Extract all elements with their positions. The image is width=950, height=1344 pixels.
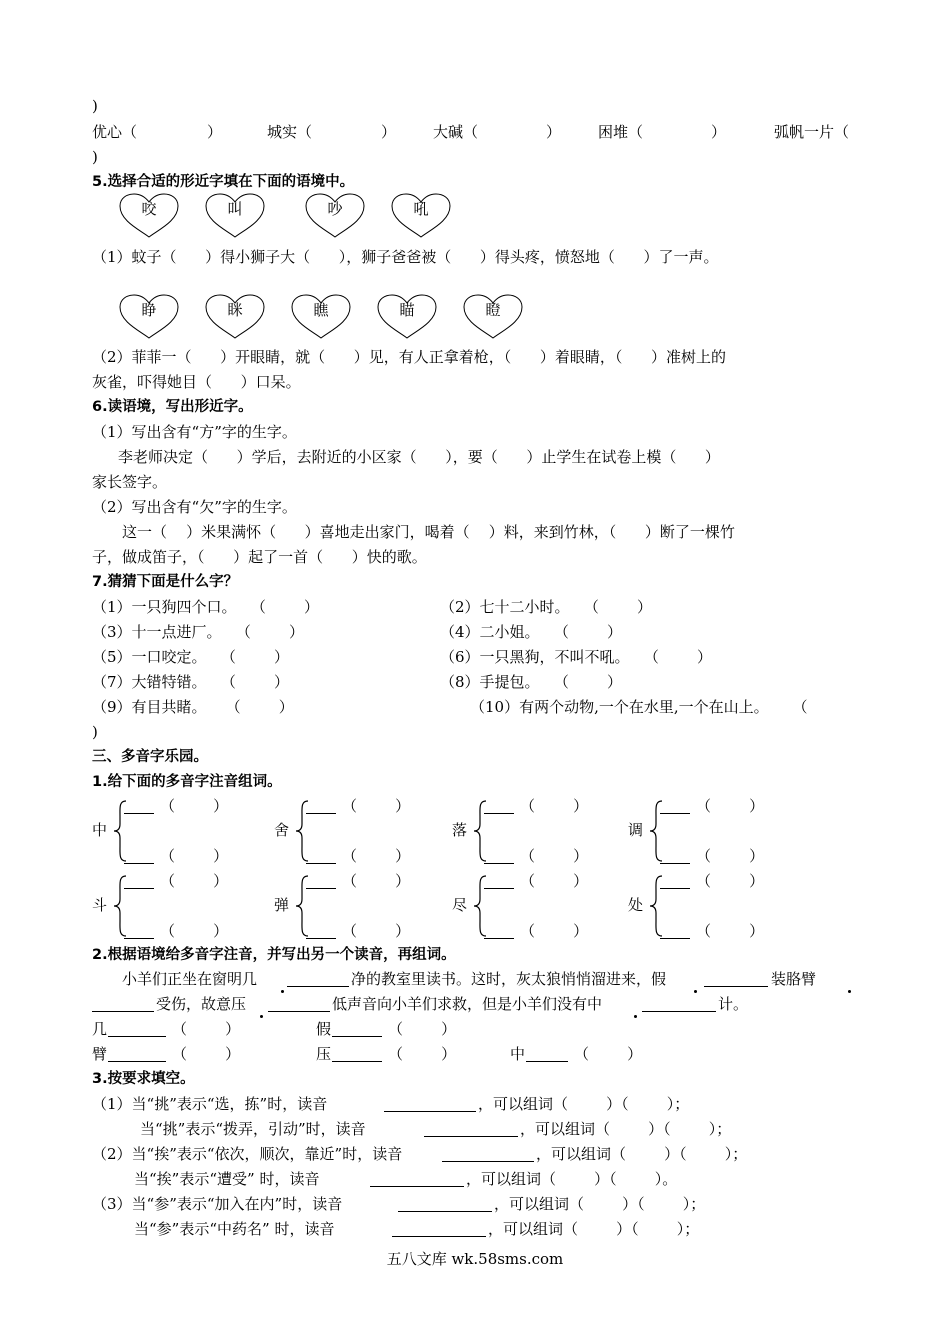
- blank-line[interactable]: [332, 1019, 382, 1037]
- heart-char: 咬: [141, 200, 157, 218]
- blank-line[interactable]: [287, 969, 349, 987]
- heart-char: 眯: [227, 301, 243, 319]
- heart-card: [118, 193, 180, 239]
- emphasis-dot: [260, 1015, 263, 1018]
- q2-answer-slot: （ ）: [172, 1045, 241, 1063]
- word-item: 困堆（: [598, 123, 644, 141]
- word-slot[interactable]: （ ）: [342, 797, 411, 815]
- pinyin-blank[interactable]: [306, 796, 336, 814]
- q3-text: （1）当“挑”表示“选，拣”时，读音: [92, 1095, 328, 1113]
- heart-card: [204, 193, 266, 239]
- pinyin-blank[interactable]: [124, 921, 154, 939]
- close-paren: ): [92, 97, 98, 115]
- heart-char: 瞄: [399, 301, 415, 319]
- blank-line[interactable]: [384, 1094, 476, 1112]
- blank-line[interactable]: [704, 969, 768, 987]
- emphasis-dot: [281, 990, 284, 993]
- q3-text: （2）当“挨”表示“依次，顺次，靠近”时，读音: [92, 1145, 403, 1163]
- polyphone-char: 尽: [452, 896, 468, 914]
- q7-title: 7.猜猜下面是什么字？: [92, 574, 239, 590]
- riddle-item: （9）有目共睹。 （ ）: [92, 698, 294, 716]
- close-paren: ): [92, 148, 98, 166]
- word-slot[interactable]: （ ）: [160, 872, 229, 890]
- blank-line[interactable]: [268, 994, 330, 1012]
- q3-text: 当“挨”表示“遭受” 时，读音: [134, 1170, 320, 1188]
- word-item: 大碱（: [433, 123, 479, 141]
- word-item: 城实（: [267, 123, 313, 141]
- word-slot[interactable]: （ ）: [696, 922, 765, 940]
- word-item: ）: [381, 123, 397, 141]
- emphasis-dot: [848, 990, 851, 993]
- word-slot[interactable]: （ ）: [342, 847, 411, 865]
- q2-text: 小羊们正坐在窗明几: [122, 970, 258, 988]
- q3-text: 当“挑”表示“拨弄，引动”时，读音: [140, 1120, 366, 1138]
- polyphone-char: 斗: [92, 896, 108, 914]
- s3-q2-title: 2.根据语境给多音字注音，并写出另一个读音，再组词。: [92, 947, 456, 963]
- polyphone-char: 调: [628, 821, 644, 839]
- word-slot[interactable]: （ ）: [160, 922, 229, 940]
- polyphone-char: 处: [628, 896, 644, 914]
- heart-char: 瞪: [485, 301, 501, 319]
- q6-part2-title: （2）写出含有“欠”字的生字。: [92, 498, 297, 516]
- q3-text: ，可以组词（ ）（ ）。: [466, 1170, 678, 1188]
- q2-text: 净的教室里读书。这时，灰太狼悄悄溜进来，假: [351, 970, 667, 988]
- word-slot[interactable]: （ ）: [342, 872, 411, 890]
- q2-answer-slot: （ ）: [172, 1020, 241, 1038]
- riddle-item: （7）大错特错。 （ ）: [92, 673, 289, 691]
- blank-line[interactable]: [332, 1044, 382, 1062]
- q3-text: （3）当“参”表示“加入在内”时，读音: [92, 1195, 343, 1213]
- word-slot[interactable]: （ ）: [342, 922, 411, 940]
- q2-answer-slot: （ ）: [388, 1045, 457, 1063]
- emphasis-dot: [634, 1015, 637, 1018]
- pinyin-blank[interactable]: [306, 921, 336, 939]
- q2-char-label: 压: [316, 1045, 332, 1063]
- q3-text: ，可以组词（ ）（ ）；: [494, 1195, 706, 1213]
- blank-line[interactable]: [108, 1044, 166, 1062]
- blank-line[interactable]: [424, 1119, 518, 1137]
- q2-answer-slot: （ ）: [574, 1045, 643, 1063]
- close-paren: ): [92, 723, 98, 741]
- pinyin-blank[interactable]: [484, 846, 514, 864]
- q2-answer-slot: （ ）: [388, 1020, 457, 1038]
- word-item: 优心（: [92, 123, 138, 141]
- word-item: 弧帆一片（: [774, 123, 850, 141]
- q5-sentence-2: （2）菲菲一（ ）开眼睛，就（ ）见，有人正拿着枪，（ ）着眼睛，（ ）准树上的: [92, 348, 726, 366]
- emphasis-dot: [694, 990, 697, 993]
- blank-line[interactable]: [526, 1044, 568, 1062]
- q6-part1-text: 李老师决定（ ）学后，去附近的小区家（ ），要（ ）止学生在试卷上模（ ）: [118, 448, 720, 466]
- q3-text: ，可以组词（ ）（ ）；: [536, 1145, 748, 1163]
- word-slot[interactable]: （ ）: [160, 847, 229, 865]
- q5-sentence-1: （1）蚊子（ ）得小狮子大（ ），狮子爸爸被（ ）得头疼，愤怒地（ ）了一声。: [92, 248, 719, 266]
- word-slot[interactable]: （ ）: [696, 872, 765, 890]
- riddle-item: （2）七十二小时。 （ ）: [440, 598, 652, 616]
- word-slot[interactable]: （ ）: [520, 872, 589, 890]
- pinyin-blank[interactable]: [306, 871, 336, 889]
- riddle-item: （10）有两个动物,一个在水里,一个在山上。 （: [470, 698, 808, 716]
- word-slot[interactable]: （ ）: [696, 797, 765, 815]
- heart-char: 瞧: [313, 301, 329, 319]
- pinyin-blank[interactable]: [124, 796, 154, 814]
- riddle-item: （5）一口咬定。 （ ）: [92, 648, 289, 666]
- polyphone-char: 弹: [274, 896, 290, 914]
- heart-char: 吵: [327, 200, 343, 218]
- riddle-item: （3）十一点进厂。 （ ）: [92, 623, 304, 641]
- riddle-item: （1）一只狗四个口。 （ ）: [92, 598, 319, 616]
- blank-line[interactable]: [442, 1144, 534, 1162]
- pinyin-blank[interactable]: [124, 871, 154, 889]
- q6-part1-text-cont: 家长签字。: [92, 473, 168, 491]
- q3-text: ，可以组词（ ）（ ）；: [488, 1220, 700, 1238]
- pinyin-blank[interactable]: [484, 921, 514, 939]
- word-slot[interactable]: （ ）: [520, 922, 589, 940]
- blank-line[interactable]: [392, 1219, 486, 1237]
- q2-char-label: 中: [510, 1045, 526, 1063]
- blank-line[interactable]: [370, 1169, 464, 1187]
- blank-line[interactable]: [92, 994, 154, 1012]
- polyphone-char: 落: [452, 821, 468, 839]
- polyphone-char: 中: [92, 821, 108, 839]
- pinyin-blank[interactable]: [660, 796, 690, 814]
- riddle-item: （4）二小姐。 （ ）: [440, 623, 622, 641]
- heart-card: [390, 193, 452, 239]
- footer-watermark: 五八文库 wk.58sms.com: [386, 1250, 564, 1268]
- q3-text: 当“参”表示“中药名” 时，读音: [134, 1220, 335, 1238]
- q2-char-label: 几: [92, 1020, 108, 1038]
- polyphone-char: 舍: [274, 821, 290, 839]
- s3-q1-title: 1.给下面的多音字注音组词。: [92, 774, 282, 790]
- s3-q3-title: 3.按要求填空。: [92, 1071, 195, 1087]
- pinyin-blank[interactable]: [660, 871, 690, 889]
- heart-card: [462, 294, 524, 340]
- q2-char-label: 臂: [92, 1045, 108, 1063]
- heart-card: [376, 294, 438, 340]
- heart-card: [290, 294, 352, 340]
- word-slot[interactable]: （ ）: [160, 797, 229, 815]
- q3-text: ，可以组词（ ）（ ）；: [520, 1120, 732, 1138]
- q2-text: 装胳臂: [771, 970, 817, 988]
- section-3-title: 三、多音字乐园。: [92, 749, 208, 765]
- heart-card: [304, 193, 366, 239]
- blank-line[interactable]: [642, 994, 716, 1012]
- pinyin-blank[interactable]: [306, 846, 336, 864]
- word-slot[interactable]: （ ）: [520, 797, 589, 815]
- pinyin-blank[interactable]: [484, 796, 514, 814]
- heart-card: [204, 294, 266, 340]
- word-slot[interactable]: （ ）: [696, 847, 765, 865]
- pinyin-blank[interactable]: [660, 846, 690, 864]
- blank-line[interactable]: [398, 1194, 492, 1212]
- riddle-item: （8）手提包。 （ ）: [440, 673, 622, 691]
- word-item: ）: [207, 123, 223, 141]
- q5-sentence-2-cont: 灰雀，吓得她目（ ）口呆。: [92, 373, 301, 391]
- q2-char-label: 假: [316, 1020, 332, 1038]
- heart-card: [118, 294, 180, 340]
- word-slot[interactable]: （ ）: [520, 847, 589, 865]
- word-item: ）: [711, 123, 727, 141]
- q2-text: 计。: [718, 995, 749, 1013]
- q6-title: 6.读语境，写出形近字。: [92, 399, 253, 415]
- pinyin-blank[interactable]: [124, 846, 154, 864]
- q2-text: 受伤，故意压: [156, 995, 247, 1013]
- word-item: ）: [546, 123, 562, 141]
- heart-char: 睁: [141, 301, 157, 319]
- pinyin-blank[interactable]: [484, 871, 514, 889]
- blank-line[interactable]: [108, 1019, 166, 1037]
- q6-part1-title: （1）写出含有“方”字的生字。: [92, 423, 297, 441]
- q2-text: 低声音向小羊们求救，但是小羊们没有中: [332, 995, 603, 1013]
- q3-text: ，可以组词（ ）（ ）；: [478, 1095, 690, 1113]
- riddle-item: （6）一只黑狗，不叫不吼。 （ ）: [440, 648, 712, 666]
- q6-part2-text: 这一（ ）米果满怀（ ）喜地走出家门，喝着（ ）料，来到竹林，（ ）断了一棵竹: [122, 523, 735, 541]
- heart-char: 吼: [413, 200, 429, 218]
- pinyin-blank[interactable]: [660, 921, 690, 939]
- heart-char: 叫: [227, 200, 243, 218]
- q6-part2-text-cont: 子，做成笛子，（ ）起了一首（ ）快的歌。: [92, 548, 427, 566]
- q5-title: 5.选择合适的形近字填在下面的语境中。: [92, 174, 355, 190]
